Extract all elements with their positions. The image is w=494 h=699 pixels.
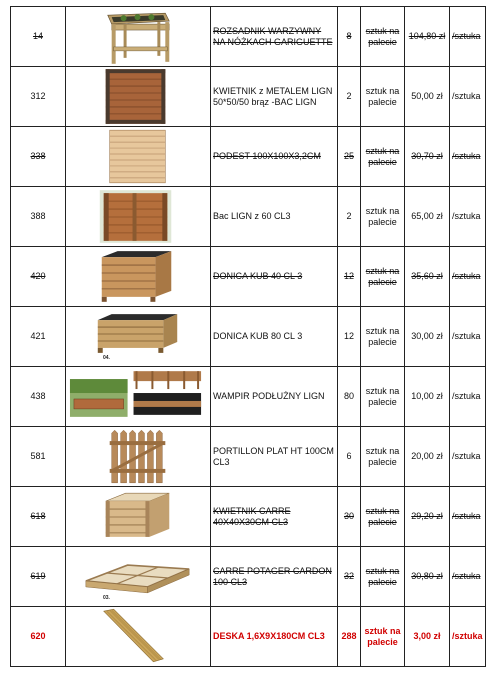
- per-unit-label: /sztuka: [452, 151, 481, 161]
- quantity: 25: [343, 151, 354, 161]
- quantity-cell: [338, 487, 361, 547]
- per-unit-label: /sztuka: [452, 271, 481, 281]
- quantity-cell: [338, 607, 361, 667]
- product-id: 312: [30, 91, 46, 101]
- product-name: DESKA 1,6X9X180CM CL3: [213, 631, 325, 641]
- table-row: [11, 67, 486, 127]
- per-unit-cell: [450, 247, 486, 307]
- quantity: 8: [346, 31, 352, 41]
- unit-cell: [361, 607, 405, 667]
- product-id-cell: [11, 7, 66, 67]
- product-image-cell: [66, 607, 211, 667]
- unit-label: sztuk na palecie: [365, 145, 400, 167]
- picket-gate-icon: [66, 427, 210, 486]
- per-unit-label: /sztuka: [452, 511, 481, 521]
- square-planter-icon: [66, 487, 210, 546]
- product-name: WAMPIR PODŁUŻNY LIGN: [213, 391, 325, 401]
- product-id-cell: [11, 607, 66, 667]
- product-id-cell: [11, 487, 66, 547]
- wooden-deck-tile-icon: [66, 127, 210, 186]
- price-cell: [405, 367, 450, 427]
- product-name-cell: [211, 307, 338, 367]
- quantity-cell: [338, 427, 361, 487]
- per-unit-cell: [450, 307, 486, 367]
- product-id: 420: [30, 271, 46, 281]
- product-name-cell: [211, 607, 338, 667]
- vegetable-garden-frame-icon: [66, 547, 210, 606]
- price: 65,00 zł: [411, 211, 443, 221]
- price-cell: [405, 187, 450, 247]
- unit-cell: [361, 427, 405, 487]
- per-unit-cell: [450, 547, 486, 607]
- product-name-cell: [211, 247, 338, 307]
- price: 35,60 zł: [411, 271, 443, 281]
- table-row: [11, 547, 486, 607]
- per-unit-cell: [450, 367, 486, 427]
- per-unit-label: /sztuka: [452, 31, 481, 41]
- quantity: 2: [346, 91, 352, 101]
- price-cell: [405, 127, 450, 187]
- price-cell: [405, 427, 450, 487]
- product-name-cell: [211, 67, 338, 127]
- quantity-cell: [338, 127, 361, 187]
- price-cell: [405, 487, 450, 547]
- quantity: 12: [343, 331, 354, 341]
- product-id: 581: [30, 451, 46, 461]
- product-id: 14: [32, 31, 43, 41]
- per-unit-cell: [450, 7, 486, 67]
- product-name: CARRE POTAGER CARDON 100 CL3: [213, 565, 332, 587]
- price: 104,80 zł: [408, 31, 446, 41]
- product-table: [10, 6, 486, 667]
- table-row: [11, 7, 486, 67]
- product-name-cell: [211, 7, 338, 67]
- unit-cell: [361, 7, 405, 67]
- product-id-cell: [11, 307, 66, 367]
- per-unit-label: /sztuka: [452, 331, 481, 341]
- quantity: 2: [346, 211, 352, 221]
- price-cell: [405, 607, 450, 667]
- product-name: PODEST 100X100X3,2CM: [213, 151, 321, 161]
- product-image-cell: [66, 67, 211, 127]
- per-unit-label: /sztuka: [452, 91, 481, 101]
- table-row: [11, 607, 486, 667]
- per-unit-cell: [450, 67, 486, 127]
- unit-label: sztuk na palecie: [365, 565, 400, 587]
- price-cell: [405, 67, 450, 127]
- price: 30,00 zł: [411, 331, 443, 341]
- product-image-cell: [66, 187, 211, 247]
- unit-label: sztuk na palecie: [365, 505, 400, 527]
- product-id: 620: [30, 631, 46, 641]
- product-image-cell: [66, 127, 211, 187]
- product-id: 618: [30, 511, 46, 521]
- per-unit-cell: [450, 187, 486, 247]
- table-row: [11, 367, 486, 427]
- product-image-cell: [66, 547, 211, 607]
- unit-cell: [361, 547, 405, 607]
- quantity-cell: [338, 67, 361, 127]
- product-id: 619: [30, 571, 46, 581]
- unit-label: sztuk na palecie: [365, 25, 400, 47]
- unit-cell: [361, 307, 405, 367]
- per-unit-label: /sztuka: [452, 631, 483, 641]
- product-image-cell: [66, 247, 211, 307]
- quantity: 288: [341, 631, 357, 641]
- product-name-cell: [211, 187, 338, 247]
- unit-label: sztuk na palecie: [365, 325, 400, 347]
- product-id-cell: [11, 127, 66, 187]
- product-name-cell: [211, 367, 338, 427]
- table-row: [11, 307, 486, 367]
- unit-label: sztuk na palecie: [364, 625, 401, 647]
- product-name-cell: [211, 487, 338, 547]
- product-name: KWIETNIK z METALEM LIGN 50*50/50 brąz -BAC LIGN: [213, 85, 333, 107]
- product-id: 421: [30, 331, 46, 341]
- per-unit-cell: [450, 427, 486, 487]
- price-cell: [405, 7, 450, 67]
- price: 20,00 zł: [411, 451, 443, 461]
- quantity-cell: [338, 547, 361, 607]
- quantity: 6: [346, 451, 352, 461]
- unit-label: sztuk na palecie: [365, 85, 400, 107]
- per-unit-cell: [450, 607, 486, 667]
- unit-cell: [361, 247, 405, 307]
- long-planter-icon: [66, 307, 210, 366]
- product-name: KWIETNIK CARRE 40X40X30CM CL3: [213, 505, 291, 527]
- price: 30,80 zł: [411, 571, 443, 581]
- quantity-cell: [338, 247, 361, 307]
- product-id: 338: [30, 151, 46, 161]
- unit-cell: [361, 367, 405, 427]
- product-id-cell: [11, 367, 66, 427]
- garden-border-icon: [66, 367, 210, 426]
- image-caption: 03.: [103, 595, 110, 601]
- product-image-cell: [66, 367, 211, 427]
- product-image-cell: [66, 427, 211, 487]
- product-name: Bac LIGN z 60 CL3: [213, 211, 291, 221]
- product-id-cell: [11, 187, 66, 247]
- quantity: 32: [343, 571, 354, 581]
- wooden-plank-icon: [66, 607, 210, 666]
- cube-planter-icon: [66, 247, 210, 306]
- product-image-cell: [66, 307, 211, 367]
- product-image-cell: [66, 487, 211, 547]
- quantity-cell: [338, 187, 361, 247]
- quantity: 30: [343, 511, 354, 521]
- price: 29,20 zł: [411, 511, 443, 521]
- product-id-cell: [11, 427, 66, 487]
- product-name: DONICA KUB 40 CL 3: [213, 271, 303, 281]
- table-row: [11, 247, 486, 307]
- unit-label: sztuk na palecie: [365, 445, 400, 467]
- per-unit-cell: [450, 487, 486, 547]
- table-row: [11, 127, 486, 187]
- table-row: [11, 187, 486, 247]
- quantity-cell: [338, 367, 361, 427]
- price: 30,70 zł: [411, 151, 443, 161]
- quantity: 80: [343, 391, 354, 401]
- per-unit-label: /sztuka: [452, 571, 481, 581]
- wooden-bac-planter-icon: [66, 187, 210, 246]
- price: 50,00 zł: [411, 91, 443, 101]
- product-name-cell: [211, 127, 338, 187]
- product-id-cell: [11, 547, 66, 607]
- product-id: 438: [30, 391, 46, 401]
- raised-planter-on-legs-icon: [66, 7, 210, 66]
- quantity-cell: [338, 307, 361, 367]
- unit-label: sztuk na palecie: [365, 385, 400, 407]
- table-row: [11, 487, 486, 547]
- price-cell: [405, 547, 450, 607]
- product-name-cell: [211, 547, 338, 607]
- per-unit-cell: [450, 127, 486, 187]
- unit-cell: [361, 67, 405, 127]
- per-unit-label: /sztuka: [452, 211, 481, 221]
- price: 3,00 zł: [413, 631, 441, 641]
- product-name: PORTILLON PLAT HT 100CM CL3: [213, 445, 334, 467]
- product-name-cell: [211, 427, 338, 487]
- product-name: DONICA KUB 80 CL 3: [213, 331, 303, 341]
- price: 10,00 zł: [411, 391, 443, 401]
- quantity: 12: [343, 271, 354, 281]
- per-unit-label: /sztuka: [452, 451, 481, 461]
- unit-label: sztuk na palecie: [365, 205, 400, 227]
- product-name: ROZSADNIK WARZYWNY NA NÓŻKACH GARIGUETTE: [213, 25, 333, 47]
- image-caption: 04.: [103, 355, 110, 361]
- unit-cell: [361, 127, 405, 187]
- quantity-cell: [338, 7, 361, 67]
- unit-cell: [361, 187, 405, 247]
- product-id-cell: [11, 247, 66, 307]
- product-id: 388: [30, 211, 46, 221]
- wooden-planter-metal-icon: [66, 67, 210, 126]
- unit-label: sztuk na palecie: [365, 265, 400, 287]
- table-row: [11, 427, 486, 487]
- product-image-cell: [66, 7, 211, 67]
- unit-cell: [361, 487, 405, 547]
- price-cell: [405, 307, 450, 367]
- price-cell: [405, 247, 450, 307]
- product-id-cell: [11, 67, 66, 127]
- per-unit-label: /sztuka: [452, 391, 481, 401]
